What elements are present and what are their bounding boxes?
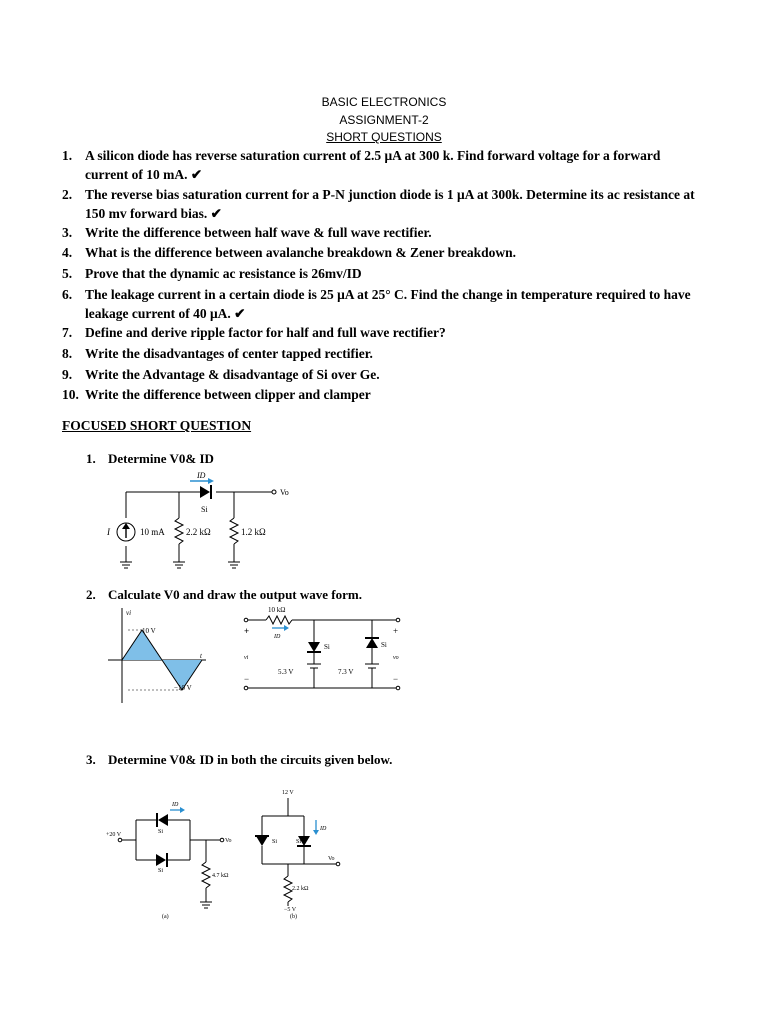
circuit-3a-top-diode-label: Si bbox=[158, 829, 164, 835]
question-5 bbox=[62, 264, 702, 283]
focused-question-1 bbox=[86, 451, 214, 467]
question-number: 3. bbox=[62, 225, 73, 240]
focused-text: Determine V0& ID bbox=[108, 451, 214, 466]
clipper-battery-2-label: 7.3 V bbox=[338, 668, 354, 676]
question-text: Write the disadvantages of center tapped rectifier. bbox=[85, 346, 373, 361]
circuit-3a-resistor-label: 4.7 kΩ bbox=[212, 873, 229, 879]
circuit-3b-top-voltage-label: 12 V bbox=[282, 790, 294, 796]
focused-number: 2. bbox=[86, 587, 96, 602]
assignment-course-title: BASIC ELECTRONICS bbox=[321, 95, 447, 109]
focused-question-3 bbox=[86, 752, 392, 768]
circuit-3b-diode-1-label: Si bbox=[272, 839, 278, 845]
question-text: What is the difference between avalanche breakdown & Zener breakdown. bbox=[85, 245, 516, 260]
question-10 bbox=[62, 385, 702, 404]
question-text: The leakage current in a certain diode is 25 μA at 25° C. Find the change in temperature required to have leakage current of 40 μA. ✔ bbox=[85, 287, 691, 321]
circuit-1-current-label: ID bbox=[197, 471, 206, 480]
circuit-1-diagram bbox=[104, 470, 289, 580]
waveform-vi-label: vi bbox=[126, 609, 132, 617]
question-6 bbox=[62, 285, 702, 323]
question-text: Define and derive ripple factor for half and full wave rectifier? bbox=[85, 325, 446, 340]
focused-text: Determine V0& ID in both the circuits given below. bbox=[108, 752, 393, 767]
question-number: 2. bbox=[62, 187, 73, 202]
question-3 bbox=[62, 223, 702, 242]
question-text: Prove that the dynamic ac resistance is 26mv/ID bbox=[85, 266, 362, 281]
assignment-number: ASSIGNMENT-2 bbox=[339, 113, 429, 127]
question-text: Write the difference between clipper and clamper bbox=[85, 387, 371, 402]
question-text: Write the difference between half wave & full wave rectifier. bbox=[85, 225, 432, 240]
clipper-diode-2-label: Si bbox=[381, 641, 387, 649]
circuit-3b-resistor-label: 2.2 kΩ bbox=[292, 886, 309, 892]
clipper-input-minus: − bbox=[244, 674, 250, 684]
circuit-1-diode-label: Si bbox=[201, 505, 208, 514]
focused-number: 3. bbox=[86, 752, 96, 767]
circuit-3b-diode-2-label: Si bbox=[296, 839, 302, 845]
circuit-3b-current-label: ID bbox=[320, 826, 327, 832]
question-number: 6. bbox=[62, 287, 73, 302]
question-text: A silicon diode has reverse saturation current of 2.5 μA at 300 k. Find forward voltage for a forward current of 10 mA. ✔ bbox=[85, 148, 661, 182]
focused-text: Calculate V0 and draw the output wave form. bbox=[108, 587, 362, 602]
question-number: 4. bbox=[62, 245, 73, 260]
circuit-3a-bottom-diode-label: Si bbox=[158, 868, 164, 874]
short-questions-heading: SHORT QUESTIONS bbox=[326, 130, 442, 144]
question-number: 8. bbox=[62, 346, 73, 361]
clipper-current-label: ID bbox=[274, 634, 281, 640]
question-2 bbox=[62, 185, 702, 223]
waveform-negative-peak-label: −10 V bbox=[174, 684, 192, 692]
question-number: 10. bbox=[62, 387, 79, 402]
circuit-3a-diagram bbox=[104, 800, 234, 935]
circuit-3b-bottom-voltage-label: −5 V bbox=[284, 907, 297, 913]
circuit-3b-diagram bbox=[248, 786, 348, 921]
question-text: Write the Advantage & disadvantage of Si over Ge. bbox=[85, 367, 380, 382]
circuit-1-r1-label: 2.2 kΩ bbox=[186, 527, 211, 537]
circuit-3a-current-label: ID bbox=[172, 802, 179, 808]
clipper-battery-1-label: 5.3 V bbox=[278, 668, 294, 676]
circuit-1-source-value: 10 mA bbox=[140, 527, 165, 537]
clipper-input-label: vi bbox=[244, 655, 249, 661]
circuit-2-waveform bbox=[108, 608, 208, 703]
focused-number: 1. bbox=[86, 451, 96, 466]
question-number: 7. bbox=[62, 325, 73, 340]
clipper-output-plus: + bbox=[393, 626, 399, 636]
waveform-t-label: t bbox=[200, 652, 202, 660]
question-1 bbox=[62, 146, 702, 184]
circuit-2-clipper-diagram bbox=[238, 604, 408, 704]
question-number: 9. bbox=[62, 367, 73, 382]
circuit-3b-output-label: Vo bbox=[328, 856, 335, 862]
circuit-1-source-symbol: I bbox=[107, 527, 110, 537]
question-number: 1. bbox=[62, 148, 73, 163]
waveform-peak-label: 10 V bbox=[142, 627, 156, 635]
circuit-3a-input-label: +20 V bbox=[106, 832, 122, 838]
question-text: The reverse bias saturation current for a P-N junction diode is 1 μA at 300k. Determine its ac resistance at 150 mv forward bias. ✔ bbox=[85, 187, 695, 221]
question-4 bbox=[62, 243, 702, 262]
focused-question-2 bbox=[86, 587, 362, 603]
circuit-1-output-label: Vo bbox=[280, 488, 289, 497]
clipper-output-minus: − bbox=[393, 674, 399, 684]
question-7 bbox=[62, 323, 702, 342]
clipper-input-plus: + bbox=[244, 626, 250, 636]
clipper-diode-1-label: Si bbox=[324, 643, 330, 651]
clipper-resistor-label: 10 kΩ bbox=[268, 606, 286, 614]
circuit-1-r2-label: 1.2 kΩ bbox=[241, 527, 266, 537]
clipper-output-label: vo bbox=[393, 655, 399, 661]
circuit-3a-caption: (a) bbox=[162, 914, 169, 920]
question-8 bbox=[62, 344, 702, 363]
question-9 bbox=[62, 365, 702, 384]
circuit-3a-output-label: Vo bbox=[225, 838, 232, 844]
circuit-3b-caption: (b) bbox=[290, 914, 297, 920]
question-number: 5. bbox=[62, 266, 73, 281]
focused-heading: FOCUSED SHORT QUESTION bbox=[62, 418, 252, 433]
